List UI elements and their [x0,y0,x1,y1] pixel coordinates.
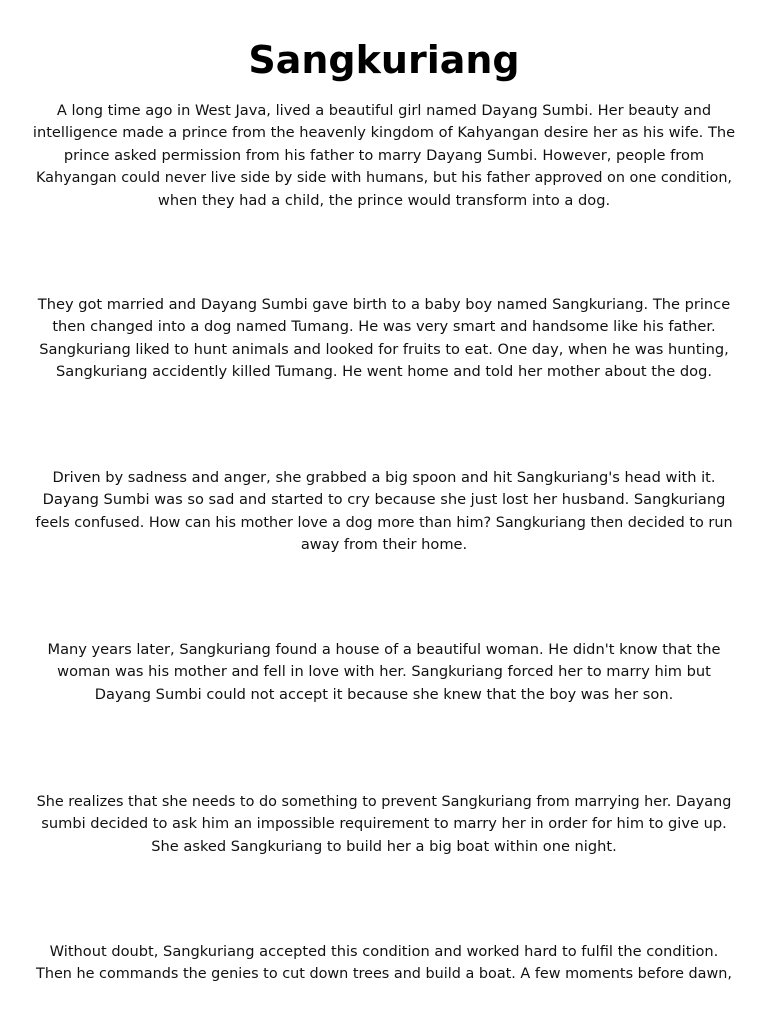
paragraph-line: She realizes that she needs to do something to prevent Sangkuriang from marrying her. Dayang [36,794,732,810]
paragraph-line: when they had a child, the prince would transform into a dog. [157,191,611,209]
story-paragraph [32,941,736,986]
paragraph-line: Dayang Sumbi was so sad and started to cry because she just lost her husband. Sangkuriang [42,491,726,509]
paragraph-line: Driven by sadness and anger, she grabbed a big spoon and hit Sangkuriang's head with it. [52,469,716,486]
paragraph-line: prince asked permission from his father to marry Dayang Sumbi. However, people from [63,146,705,164]
paragraph-line: then changed into a dog named Tumang. He was very smart and handsome like his father. [52,318,716,336]
story-paragraph [32,639,736,706]
paragraph-line: Then he commands the genies to cut down trees and build a boat. A few moments before dawn, [36,966,732,983]
paragraph-line: away from their home. [300,536,468,554]
story-paragraph [32,294,736,384]
paragraph-line: Kahyangan could never live side by side with humans, but his father approved on one condition, [35,170,733,187]
paragraph-line: Many years later, Sangkuriang found a house of a beautiful woman. He didn't know that the [47,641,721,658]
paragraph-line: Sangkuriang liked to hunt animals and looked for fruits to eat. One day, when he was hunting, [39,340,729,358]
paragraph-line: She asked Sangkuriang to build her a big boat within one night. [151,837,617,855]
paragraph-line: woman was his mother and fell in love with her. Sangkuriang forced her to marry him but [57,663,711,681]
story-paragraph [32,467,736,557]
paragraph-line: Dayang Sumbi could not accept it because she knew that the boy was her son. [94,685,674,703]
paragraph-line: They got married and Dayang Sumbi gave birth to a baby boy named Sangkuriang. The prince [37,296,731,313]
paragraph-line: intelligence made a prince from the heavenly kingdom of Kahyangan desire her as his wife. The [32,124,736,142]
story-paragraph [32,791,736,858]
paragraph-line: Without doubt, Sangkuriang accepted this condition and worked hard to fulfil the condition. [49,943,719,960]
paragraph-line: feels confused. How can his mother love a dog more than him? Sangkuriang then decided to run [35,514,733,531]
paragraph-line: A long time ago in West Java, lived a beautiful girl named Dayang Sumbi. Her beauty and [56,102,712,119]
paragraph-line: sumbi decided to ask him an impossible requirement to marry her in order for him to give up. [41,815,727,833]
story-title: Sangkuriang [248,38,520,82]
paragraph-line: Sangkuriang accidently killed Tumang. He went home and told her mother about the dog. [56,363,712,381]
story-paragraph [32,100,736,212]
